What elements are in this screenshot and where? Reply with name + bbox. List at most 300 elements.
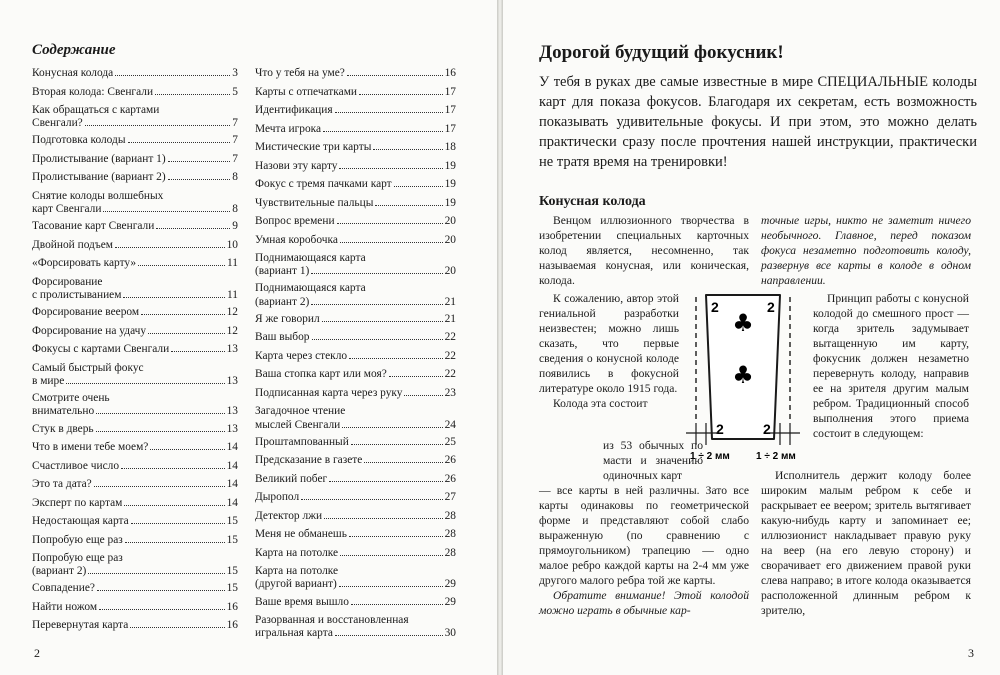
toc-line <box>32 343 238 356</box>
paragraph: — все карты в ней различны. Зато все карты одинаковы по геометрической форме и представляют собой слабо выраженную (по сравнению с прямоугольником) трапецию — одно малое ребро каждой карты на 2-4 мм уже другого малого ребра той же карты. <box>539 484 749 587</box>
toc-line <box>255 178 456 191</box>
toc-leader-dots <box>394 186 443 187</box>
toc-leader-dots <box>339 586 443 587</box>
toc-entry-title: Разорванная и восстановленная <box>255 614 409 627</box>
card-rank-bottom-left: 2 <box>716 421 724 437</box>
toc-entry-title: Чувствительные пальцы <box>255 196 374 209</box>
toc-entry <box>255 141 456 154</box>
toc-entry-title: (вариант 1) <box>255 265 310 278</box>
toc-entry-title: Фокус с тремя пачками карт <box>255 178 392 190</box>
toc-entry-title: Проштампованный <box>255 435 349 448</box>
toc-line <box>255 547 456 560</box>
toc-line <box>255 265 456 278</box>
toc-page-number: 28 <box>444 509 456 522</box>
toc-line <box>255 350 456 363</box>
paragraph: Колода эта состоит <box>553 397 648 410</box>
toc-page-number: 13 <box>226 405 238 418</box>
toc-leader-dots <box>373 149 442 150</box>
toc-entry-title: Дыропол <box>255 491 300 504</box>
toc-leader-dots <box>311 304 442 305</box>
toc-leader-dots <box>115 75 230 76</box>
toc-entry <box>32 460 238 473</box>
toc-entry <box>32 534 238 547</box>
toc-entry <box>255 178 456 191</box>
toc-page-number: 7 <box>232 117 238 130</box>
toc-page-number: 15 <box>226 515 238 528</box>
toc-line <box>255 596 456 609</box>
toc-line <box>32 375 238 388</box>
toc-entry-title: Загадочное чтение <box>255 405 346 418</box>
toc-line <box>32 552 238 565</box>
toc-entry-title: Поднимающаяся карта <box>255 282 366 295</box>
toc-entry <box>255 104 456 117</box>
toc-line <box>255 473 456 486</box>
toc-line <box>32 601 238 614</box>
toc-entry <box>255 86 456 99</box>
toc-entry-title: Детектор лжи <box>255 509 323 522</box>
toc-page-number: 28 <box>444 546 456 559</box>
toc-line <box>255 141 456 154</box>
toc-leader-dots <box>96 413 224 414</box>
toc-leader-dots <box>335 635 443 636</box>
toc-entry <box>255 282 456 308</box>
toc-page-number: 16 <box>226 600 238 613</box>
toc-entry-title: Вторая колода: Свенгали <box>32 85 154 98</box>
toc-entry <box>255 387 456 400</box>
toc-entry <box>32 478 238 491</box>
toc-entry <box>32 497 238 510</box>
section-heading: Конусная колода <box>539 194 646 209</box>
toc-entry-title: Эксперт по картам <box>32 496 123 509</box>
column-2-narrow <box>813 291 969 441</box>
toc-page-number: 16 <box>226 619 238 632</box>
toc-leader-dots <box>168 179 231 180</box>
toc-entry-title: Пролистывание (вариант 1) <box>32 152 166 165</box>
toc-line <box>32 257 238 270</box>
toc-entry-title: Форсирование на удачу <box>32 324 147 337</box>
paragraph: К сожалению, автор этой гениальной разработки неизвестен; можно лишь сказать, что первые сведения о конусной колоде появились в фокусной литературе около 1915 года. <box>539 292 679 395</box>
toc-page-number: 21 <box>444 295 456 308</box>
toc-leader-dots <box>125 542 225 543</box>
toc-line <box>32 190 238 203</box>
toc-page-number: 7 <box>232 152 238 165</box>
column-1-intro <box>539 213 749 288</box>
toc-entry <box>32 343 238 356</box>
toc-column-1 <box>32 67 238 638</box>
toc-line <box>32 67 238 80</box>
toc-entry <box>32 86 238 99</box>
toc-leader-dots <box>337 223 443 224</box>
toc-entry <box>255 405 456 431</box>
toc-page-number: 25 <box>444 435 456 448</box>
toc-leader-dots <box>349 358 443 359</box>
toc-entry <box>255 67 456 80</box>
measure-label-right: 1 ÷ 2 мм <box>756 451 796 462</box>
toc-entry-title: Форсирование веером <box>32 306 140 319</box>
toc-entry-title: Попробую еще раз <box>32 552 123 565</box>
page-number-right: 3 <box>968 646 974 660</box>
toc-leader-dots <box>342 427 442 428</box>
toc-line <box>32 362 238 375</box>
toc-page-number: 9 <box>232 220 238 233</box>
toc-line <box>32 460 238 473</box>
toc-entry-title: Найти ножом <box>32 600 98 613</box>
toc-line <box>32 220 238 233</box>
paragraph: Принцип работы с конусной колодой до смешного прост — когда зритель задумывает вытащенную им карту, фокусник должен незаметно перевернуть колоду, направив ее на зрителя другим малым ребром. Традиционный способ выполнения этого приема состоит в следующем: <box>813 292 969 440</box>
toc-line <box>32 325 238 338</box>
toc-page-number: 17 <box>444 122 456 135</box>
toc-leader-dots <box>131 523 225 524</box>
toc-leader-dots <box>171 351 224 352</box>
toc-leader-dots <box>335 112 443 113</box>
toc-entry-title: (другой вариант) <box>255 578 337 591</box>
toc-page-number: 20 <box>444 233 456 246</box>
toc-leader-dots <box>404 395 442 396</box>
column-1-narrow <box>539 291 679 411</box>
toc-leader-dots <box>115 247 225 248</box>
toc-line <box>32 478 238 491</box>
toc-entry-title: внимательно <box>32 405 95 418</box>
toc-line <box>32 515 238 528</box>
toc-entry-title: Умная коробочка <box>255 233 338 246</box>
toc-line <box>32 565 238 578</box>
toc-entry <box>255 350 456 363</box>
club-suit-icon: ♣ <box>732 309 754 337</box>
toc-entry-title: Свенгали? <box>32 117 83 130</box>
toc-leader-dots <box>340 242 443 243</box>
toc-page-number: 30 <box>444 627 456 640</box>
intro-paragraph: У тебя в руках две самые известные в мире СПЕЦИАЛЬНЫЕ колоды карт для показа фокусов. Благодаря их секретам, есть возможность показывать удивительные фокусы. И при этом, это можно делать практически сразу после прочтения нашей инструкции, практически не тратя время на тренировки! <box>539 74 977 170</box>
toc-entry-title: Недостающая карта <box>32 515 129 528</box>
toc-entry-title: Карта на потолке <box>255 565 339 578</box>
toc-entry-title: Самый быстрый фокус <box>32 361 144 374</box>
toc-leader-dots <box>339 168 442 169</box>
toc-line <box>255 67 456 80</box>
toc-leader-dots <box>156 228 230 229</box>
toc-entry-title: Форсирование <box>32 275 103 288</box>
toc-leader-dots <box>99 609 225 610</box>
toc-page-number: 22 <box>444 349 456 362</box>
toc-entry <box>255 614 456 640</box>
toc-entry-title: Что в имени тебе моем? <box>32 441 149 454</box>
toc-leader-dots <box>340 555 443 556</box>
toc-leader-dots <box>141 314 224 315</box>
toc-line <box>255 123 456 136</box>
toc-leader-dots <box>329 481 442 482</box>
toc-entry <box>32 306 238 319</box>
column-1-bottom <box>539 483 749 618</box>
toc-entry <box>32 134 238 147</box>
toc-line <box>255 296 456 309</box>
toc-column-2 <box>255 67 456 645</box>
toc-entry-title: Мистические три карты <box>255 141 372 153</box>
toc-leader-dots <box>375 205 442 206</box>
toc-line <box>255 368 456 381</box>
toc-page-number: 26 <box>444 454 456 467</box>
toc-entry-title: Меня не обманешь <box>255 528 347 541</box>
toc-leader-dots <box>97 590 225 591</box>
toc-line <box>255 160 456 173</box>
toc-leader-dots <box>88 573 224 574</box>
toc-entry <box>255 252 456 278</box>
toc-leader-dots <box>347 75 443 76</box>
toc-line <box>255 104 456 117</box>
toc-page-number: 22 <box>444 368 456 381</box>
card-rank-bottom-right: 2 <box>763 421 771 437</box>
toc-page-number: 5 <box>232 85 238 98</box>
italic-note: точные игры, никто не заметит ничего необычного. Главное, перед показом фокуса незаметно подготовить колоду, развернув все карты в колоде в одном направлении. <box>761 214 971 287</box>
toc-line <box>255 331 456 344</box>
toc-line <box>255 387 456 400</box>
toc-entry-title: Вопрос времени <box>255 215 335 227</box>
toc-entry-title: Карта через стекло <box>255 349 348 362</box>
toc-page-number: 12 <box>226 324 238 337</box>
toc-line <box>255 436 456 449</box>
toc-entry <box>32 104 238 130</box>
toc-page-number: 29 <box>444 595 456 608</box>
toc-entry <box>32 257 238 270</box>
toc-page-number: 15 <box>226 582 238 595</box>
toc-page-number: 23 <box>444 386 456 399</box>
toc-leader-dots <box>96 431 225 432</box>
toc-page-number: 10 <box>226 238 238 251</box>
toc-leader-dots <box>349 536 443 537</box>
card-rank-top-left: 2 <box>711 299 719 315</box>
toc-entry-title: Поднимающаяся карта <box>255 252 366 264</box>
toc-line <box>255 491 456 504</box>
toc-entry-title: Тасование карт Свенгали <box>32 220 155 233</box>
toc-line <box>32 203 238 216</box>
toc-line <box>255 510 456 523</box>
toc-page-number: 12 <box>226 306 238 319</box>
toc-line <box>32 171 238 184</box>
toc-leader-dots <box>312 339 443 340</box>
toc-entry <box>32 276 238 302</box>
measure-label-left: 1 ÷ 2 мм <box>690 451 730 462</box>
toc-page-number: 19 <box>444 178 456 190</box>
toc-line <box>255 215 456 228</box>
toc-entry-title: Как обращаться с картами <box>32 104 160 116</box>
toc-entry-title: карт Свенгали <box>32 203 102 216</box>
toc-entry <box>32 153 238 166</box>
toc-leader-dots <box>66 383 224 384</box>
toc-page-number: 13 <box>226 422 238 435</box>
toc-entry-title: Карта на потолке <box>255 546 339 559</box>
page-number-left: 2 <box>34 646 40 660</box>
toc-entry-title: Пролистывание (вариант 2) <box>32 171 166 184</box>
toc-leader-dots <box>322 321 443 322</box>
toc-entry-title: Перевернутая карта <box>32 619 129 632</box>
toc-entry-title: Фокусы с картами Свенгали <box>32 343 170 356</box>
toc-entry-title: Смотрите очень <box>32 392 110 405</box>
toc-line <box>255 578 456 591</box>
toc-line <box>32 289 238 302</box>
toc-line <box>32 276 238 289</box>
toc-entry-title: мыслей Свенгали <box>255 418 341 431</box>
toc-entry-title: Великий побег <box>255 472 328 485</box>
toc-entry <box>255 454 456 467</box>
toc-entry <box>32 515 238 528</box>
tapered-card-illustration <box>686 283 800 468</box>
toc-entry-title: Ваш выбор <box>255 331 310 344</box>
toc-line <box>255 86 456 99</box>
toc-line <box>255 565 456 578</box>
toc-line <box>32 534 238 547</box>
toc-page-number: 24 <box>444 418 456 431</box>
toc-entry <box>255 547 456 560</box>
toc-entry-title: Назови эту карту <box>255 159 338 172</box>
toc-entry <box>32 601 238 614</box>
toc-line <box>32 104 238 117</box>
toc-page-number: 21 <box>444 312 456 325</box>
toc-line <box>255 313 456 326</box>
toc-page-number: 3 <box>232 67 238 79</box>
toc-entry <box>255 565 456 591</box>
card-rank-top-right: 2 <box>767 299 775 315</box>
toc-line <box>32 497 238 510</box>
toc-page-number: 28 <box>444 528 456 541</box>
main-heading: Дорогой будущий фокусник! <box>539 42 784 63</box>
toc-page-number: 29 <box>444 578 456 591</box>
toc-entry-title: Это та дата? <box>32 478 92 491</box>
toc-entry-title: Подписанная карта через руку <box>255 386 403 399</box>
toc-entry <box>255 473 456 486</box>
toc-entry <box>255 510 456 523</box>
toc-entry-title: Стук в дверь <box>32 422 94 435</box>
italic-note: Обратите внимание! Этой колодой можно играть в обычные кар- <box>539 589 749 617</box>
toc-line <box>255 454 456 467</box>
toc-leader-dots <box>148 333 225 334</box>
toc-page-number: 14 <box>226 459 238 472</box>
toc-page-number: 18 <box>444 141 456 153</box>
toc-title: Содержание <box>32 42 116 58</box>
toc-leader-dots <box>128 142 231 143</box>
toc-line <box>255 234 456 247</box>
toc-line <box>255 528 456 541</box>
toc-leader-dots <box>94 486 225 487</box>
toc-page-number: 26 <box>444 472 456 485</box>
toc-page-number: 8 <box>232 203 238 216</box>
toc-page-number: 17 <box>444 85 456 98</box>
toc-line <box>255 614 456 627</box>
toc-entry <box>32 67 238 80</box>
toc-page-number: 13 <box>226 374 238 387</box>
toc-line <box>32 239 238 252</box>
toc-entry-title: в мире <box>32 374 65 387</box>
toc-page-number: 20 <box>444 215 456 227</box>
toc-entry <box>32 171 238 184</box>
toc-entry <box>32 220 238 233</box>
toc-page-number: 15 <box>226 565 238 578</box>
toc-leader-dots <box>155 94 230 95</box>
toc-leader-dots <box>311 273 442 274</box>
paragraph: из 53 обычных по масти и значению одиночных карт <box>603 439 703 482</box>
toc-entry <box>255 313 456 326</box>
column-2-top <box>761 213 971 288</box>
toc-entry-title: «Форсировать карту» <box>32 257 137 270</box>
toc-entry <box>255 596 456 609</box>
toc-entry-title: Предсказание в газете <box>255 454 363 467</box>
paragraph: Исполнитель держит колоду более широким малым ребром к себе и раскрывает ее веером; зритель вытягивает какую-нибудь карту и запоминает ее; иллюзионист накладывает правую руку на веер (на его левую сторону) и сворачивает его движением правой руки слева направо; в итоге колода оказывается расположенной длинным ребром к зрителю, <box>761 469 971 617</box>
toc-entry <box>255 160 456 173</box>
toc-entry-title: (вариант 2) <box>32 565 87 578</box>
toc-line <box>32 405 238 418</box>
toc-page-number: 27 <box>444 491 456 504</box>
toc-entry <box>255 368 456 381</box>
toc-entry <box>255 234 456 247</box>
toc-leader-dots <box>124 505 224 506</box>
toc-leader-dots <box>150 449 224 450</box>
toc-entry <box>32 325 238 338</box>
toc-entry <box>255 123 456 136</box>
toc-page-number: 13 <box>226 343 238 356</box>
toc-entry-title: Карты с отпечатками <box>255 85 358 98</box>
toc-entry <box>32 552 238 578</box>
toc-leader-dots <box>389 376 443 377</box>
toc-entry <box>255 215 456 228</box>
toc-page-number: 17 <box>444 104 456 116</box>
toc-line <box>255 419 456 432</box>
toc-line <box>255 282 456 295</box>
toc-leader-dots <box>359 94 443 95</box>
toc-page-number: 19 <box>444 196 456 209</box>
toc-entry-title: Мечта игрока <box>255 122 322 135</box>
toc-entry-title: с пролистыванием <box>32 289 122 302</box>
toc-page-number: 20 <box>444 265 456 278</box>
toc-leader-dots <box>138 265 225 266</box>
toc-entry <box>32 619 238 632</box>
toc-page-number: 14 <box>226 441 238 454</box>
toc-entry-title: Что у тебя на уме? <box>255 67 345 79</box>
toc-line <box>255 252 456 265</box>
toc-line <box>255 405 456 418</box>
toc-page-number: 11 <box>227 289 238 302</box>
toc-leader-dots <box>121 468 225 469</box>
toc-entry-title: Конусная колода <box>32 67 114 79</box>
toc-line <box>32 619 238 632</box>
toc-entry-title: Попробую еще раз <box>32 533 123 546</box>
toc-leader-dots <box>130 627 224 628</box>
toc-entry-title: Ваше время вышло <box>255 595 349 608</box>
toc-leader-dots <box>324 518 443 519</box>
toc-page-number: 19 <box>444 159 456 172</box>
toc-line <box>32 134 238 147</box>
toc-line <box>32 582 238 595</box>
toc-line <box>32 306 238 319</box>
toc-entry <box>32 423 238 436</box>
toc-entry <box>255 331 456 344</box>
toc-leader-dots <box>364 462 442 463</box>
toc-entry <box>32 362 238 388</box>
toc-line <box>32 423 238 436</box>
toc-leader-dots <box>351 444 443 445</box>
column-2-bottom <box>761 468 971 618</box>
toc-entry <box>32 582 238 595</box>
toc-line <box>32 392 238 405</box>
toc-line <box>32 441 238 454</box>
toc-entry <box>255 491 456 504</box>
toc-page-number: 22 <box>444 331 456 344</box>
paragraph: Венцом иллюзионного творчества в изобретении специальных карточных колод является, несомненно, так называемая конусная, или коническая, колода. <box>539 214 749 287</box>
toc-page-number: 14 <box>226 496 238 509</box>
toc-entry <box>255 528 456 541</box>
toc-page-number: 14 <box>226 478 238 491</box>
toc-entry-title: Счастливое число <box>32 459 120 472</box>
toc-page-number: 11 <box>227 257 238 270</box>
toc-leader-dots <box>301 499 442 500</box>
toc-entry-title: Снятие колоды волшебных <box>32 189 164 202</box>
toc-leader-dots <box>85 125 231 126</box>
